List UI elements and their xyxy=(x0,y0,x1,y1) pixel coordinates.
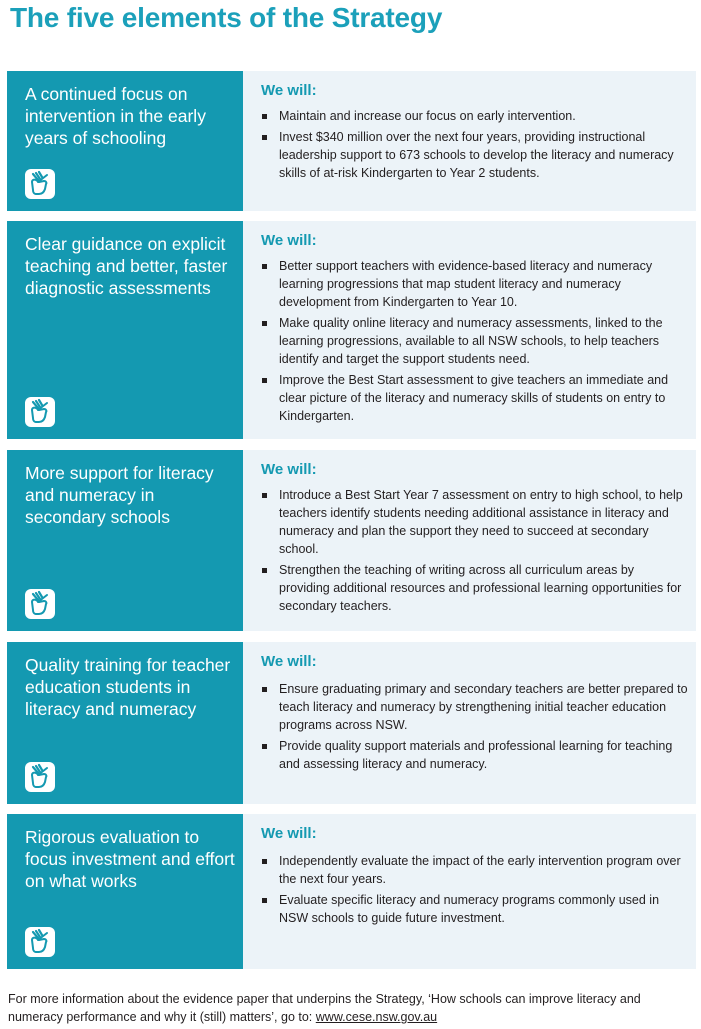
bullet-item: Evaluate specific literacy and numeracy programs commonly used in NSW schools to guide future investment. xyxy=(279,891,688,927)
element-actions-panel xyxy=(243,71,696,211)
element-heading: A continued focus on intervention in the early years of schooling xyxy=(25,84,206,148)
we-will-heading: We will: xyxy=(261,461,317,478)
bullet-item: Invest $340 million over the next four years, providing instructional leadership support to 673 schools to develop the literacy and numeracy skills of at-risk Kindergarten to Year 2 students. xyxy=(279,128,688,182)
we-will-heading: We will: xyxy=(261,825,317,842)
strategy-element xyxy=(7,71,696,211)
footer-link[interactable]: www.cese.nsw.gov.au xyxy=(315,1010,438,1024)
bullet-item: Strengthen the teaching of writing across all curriculum areas by providing additional resources and professional learning opportunities for secondary teachers. xyxy=(279,561,688,615)
page-title: The five elements of the Strategy xyxy=(10,2,443,33)
bullet-item: Provide quality support materials and professional learning for teaching and assessing literacy and numeracy. xyxy=(279,737,688,773)
pointing-hand-icon xyxy=(25,589,55,619)
bullet-list xyxy=(279,486,688,618)
bullet-item: Independently evaluate the impact of the early intervention program over the next four years. xyxy=(279,852,688,888)
pointing-hand-icon xyxy=(25,927,55,957)
bullet-item: Maintain and increase our focus on early intervention. xyxy=(279,107,688,125)
bullet-item: Ensure graduating primary and secondary teachers are better prepared to teach literacy and numeracy by strengthening initial teacher education programs across NSW. xyxy=(279,682,688,732)
strategy-element xyxy=(7,642,696,804)
element-heading: More support for literacy and numeracy in secondary schools xyxy=(25,463,214,527)
we-will-heading: We will: xyxy=(261,653,317,670)
bullet-list xyxy=(279,107,688,185)
element-actions-panel xyxy=(243,642,696,804)
bullet-list xyxy=(279,852,688,930)
element-heading-panel xyxy=(7,71,243,211)
pointing-hand-icon xyxy=(25,397,55,427)
element-heading: Rigorous evaluation to focus investment and effort on what works xyxy=(25,827,235,891)
element-actions-panel xyxy=(243,814,696,969)
we-will-heading: We will: xyxy=(261,82,317,99)
element-heading-panel xyxy=(7,450,243,631)
element-heading-panel xyxy=(7,814,243,969)
element-heading: Quality training for teacher education students in literacy and numeracy xyxy=(25,655,231,719)
element-heading-panel xyxy=(7,221,243,439)
footer xyxy=(8,990,698,1026)
element-heading-panel xyxy=(7,642,243,804)
we-will-heading: We will: xyxy=(261,232,317,249)
strategy-element xyxy=(7,450,696,631)
element-actions-panel xyxy=(243,450,696,631)
bullet-list xyxy=(279,680,688,776)
bullet-item: Improve the Best Start assessment to give teachers an immediate and clear picture of the literacy and numeracy skills of students on entry to Kindergarten. xyxy=(279,371,688,425)
pointing-hand-icon xyxy=(25,169,55,199)
bullet-item: Make quality online literacy and numeracy assessments, linked to the learning progressions, available to all NSW schools, to help teachers identify and target the support students need. xyxy=(279,314,688,368)
element-actions-panel xyxy=(243,221,696,439)
bullet-item: Introduce a Best Start Year 7 assessment on entry to high school, to help teachers identify students needing additional assistance in literacy and numeracy and plan the support they need to succeed at secondary school. xyxy=(279,486,688,558)
pointing-hand-icon xyxy=(25,762,55,792)
strategy-element xyxy=(7,221,696,439)
element-heading: Clear guidance on explicit teaching and better, faster diagnostic assessments xyxy=(25,234,228,298)
strategy-element xyxy=(7,814,696,969)
bullet-item: Better support teachers with evidence-based literacy and numeracy learning progressions that map student literacy and numeracy development from Kindergarten to Year 10. xyxy=(279,257,688,311)
footer-text: For more information about the evidence paper that underpins the Strategy, ‘How schools can improve literacy and numeracy performance and why it (still) matters’, go to: xyxy=(8,992,641,1024)
bullet-list xyxy=(279,257,688,428)
